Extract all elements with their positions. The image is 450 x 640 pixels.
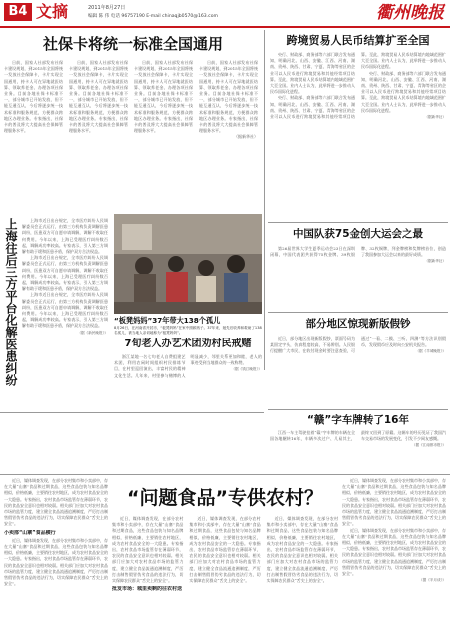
divider — [0, 474, 450, 475]
article-china-games — [268, 226, 448, 311]
headline: 中国队获75金创大运会之最 — [292, 228, 424, 240]
article-counterfeit — [268, 316, 448, 408]
section-name: 文摘 — [36, 2, 69, 21]
article-shanghai-health — [0, 214, 110, 409]
headline: 7旬老人办艺术团劝村民戒赌 — [124, 338, 252, 349]
divider — [268, 312, 448, 313]
newspaper-name: 衢州晚报 — [376, 3, 444, 23]
headline: 社保卡将统一标准全国通用 — [42, 35, 223, 53]
headline: “赣”字车牌转了16年 — [307, 414, 409, 426]
edition-line: 编辑 陈 伟 电话 96757190 E-mail chinaqjb0570@163.com — [88, 14, 218, 19]
article-body: 第26届世界大学生夏季运动会23日在深圳闭幕，中国代表团共获得75枚金牌、39枚银牌、32枚铜牌，列金牌榜和奖牌榜首位，创造了我国参加大运会以来的最好成绩。 （据新华社） — [270, 246, 446, 264]
headline-vertical: 上海往后三方平台化解医患纠纷 — [4, 218, 18, 386]
article-license-plate — [268, 412, 448, 472]
article-body-middle: 近日，媒体调查发现，在部分农村集市和小卖部中，存在大量“山寨”食品和过期食品，这些食品包装与知名品牌相似，价格低廉，主要销往农村地区，成为农村食品安全的一大隐患。专家指出，农村食品市场监管存在薄弱环节，农民的食品安全意识也相对较弱。相关部门应加大对农村食品市场的监管力度，建立健全食品流通追溯制度，严厉打击制售假冒伪劣食品的违法行为，切实保障农民群众“舌尖上的安全”。 批发市场：城里卖剩的往农村送 近日，媒体调查发现，在部分农村集市和小卖部中，存在大量“山寨”食品和过期食品，这些食品包装与知名品牌相似，价格低廉，主要销往农村地区，成为农村食品安全的一大隐患。专家指出，农村食品市场监管存在薄弱环节，农民的食品安全意识也相对较弱。相关部门应加大对农村食品市场的监管力度，建立健全食品流通追溯制度，严厉打击制售假冒伪劣食品的违法行为，切实保障农民群众“舌尖上的安全”。 近日，媒体调查发现，在部分农村集市和小卖部中，存在大量“山寨”食品和过期食品，这些食品包装与知名品牌相似，价格低廉，主要销往农村地区，成为农村食品安全的一大隐患。专家指出，农村食品市场监管存在薄弱环节，农民的食品安全意识也相对较弱。相关部门应加大对农村食品市场的监管力度，建立健全食品流通追溯制度，严厉打击制售假冒伪劣食品的违法行为，切实保障农民群众“舌尖上的安全”。 — [112, 516, 338, 593]
photo-caption: 8月26日，在河南省开封市，“板凳妈妈”在家中照顾孩子。37年来，她先后收养和救助了138名孤儿，被当地人亲切地称为“板凳妈妈”。 — [114, 326, 262, 335]
headline: 跨境贸易人民币结算扩至全国 — [286, 34, 430, 47]
article-body: 江西一车主驾驶挂着“赣”字车牌的车辆在全国各地辗转16年，车辆多次过户、几易其主，最终又回到了原籍。这辆车的经历见证了我国汽车交易市场的发展变化，引发不少网友感慨。 （据《江南都市报》） — [270, 430, 446, 448]
headline: 部分地区惊现新版假钞 — [305, 318, 411, 330]
photo-caption-title: “板凳妈妈”37年带大138个孤儿 — [114, 316, 221, 325]
headline: “问题食品”专供农村？ — [127, 487, 323, 509]
divider — [268, 222, 448, 223]
article-body: 央行、财政部、商务部等六部门联合发布通知，明确河北、山西、安徽、江西、河南、湖南、贵州、陕西、甘肃、宁夏、青海等省区的企业可以人民币进行跨境贸易和其他经常项目结算。至此，跨境贸易人民币结算境内地域范围扩大至全国。业内人士认为，此举将进一步推动人民币国际化进程。 央行、财政部、商务部等六部门联合发布通知，明确河北、山西、安徽、江西、河南、湖南、贵州、陕西、甘肃、宁夏、青海等省区的企业可以人民币进行跨境贸易和其他经常项目结算。至此，跨境贸易人民币结算境内地域范围扩大至全国。业内人士认为，此举将进一步推动人民币国际化进程。 央行、财政部、商务部等六部门联合发布通知，明确河北、山西、安徽、江西、河南、湖南、贵州、陕西、甘肃、宁夏、青海等省区的企业可以人民币进行跨境贸易和其他经常项目结算。至此，跨境贸易人民币结算境内地域范围扩大至全国。业内人士认为，此举将进一步推动人民币国际化进程。 （据新华社） — [270, 52, 446, 120]
article-body: 近日，部分地区出现新版假钞，票面号码为某固定字头，仿真程度较高，不易辨别。人民银行提醒广大市民，在收付现金时要注意查验，可通过“一看、二摸、三听、四测”等方法识别假币，发现假币应及时向公安机关报告。 （据《羊城晚报》） — [270, 336, 446, 354]
article-body-right: 近日，媒体调查发现，在部分农村集市和小卖部中，存在大量“山寨”食品和过期食品，这些食品包装与知名品牌相似，价格低廉，主要销往农村地区，成为农村食品安全的一大隐患。专家指出，农村食品市场监管存在薄弱环节，农民的食品安全意识也相对较弱。相关部门应加大对农村食品市场的监管力度，建立健全食品流通追溯制度，严厉打击制售假冒伪劣食品的违法行为，切实保障农民群众“舌尖上的安全”。 近日，媒体调查发现，在部分农村集市和小卖部中，存在大量“山寨”食品和过期食品，这些食品包装与知名品牌相似，价格低廉，主要销往农村地区，成为农村食品安全的一大隐患。专家指出，农村食品市场监管存在薄弱环节，农民的食品安全意识也相对较弱。相关部门应加大对农村食品市场的监管力度，建立健全食品流通追溯制度，严厉打击制售假冒伪劣食品的违法行为，切实保障农民群众“舌尖上的安全”。 （据《半月谈》） — [342, 478, 446, 583]
article-photo-story — [114, 214, 262, 334]
subhead: 批发市场：城里卖剩的往农村送 — [112, 586, 183, 593]
article-art-troupe — [114, 338, 262, 412]
subhead: 小卖部“山寨”食品横行 — [4, 529, 56, 536]
article-body: 上海市近日出台规定，全市医疗纠纷人民调解委员会正式运行，由第三方机构负责调解医患纠纷，医患双方可自愿申请调解，调解不收取任何费用。今年以来，上海已受理医疗纠纷数百起，调解成功率较高。专家表示，引入第三方调解有助于缓和医患矛盾，保护双方合法权益。 上海市近日出台规定，全市医疗纠纷人民调解委员会正式运行，由第三方机构负责调解医患纠纷，医患双方可自愿申请调解，调解不收取任何费用。今年以来，上海已受理医疗纠纷数百起，调解成功率较高。专家表示，引入第三方调解有助于缓和医患矛盾，保护双方合法权益。 上海市近日出台规定，全市医疗纠纷人民调解委员会正式运行，由第三方机构负责调解医患纠纷，医患双方可自愿申请调解，调解不收取任何费用。今年以来，上海已受理医疗纠纷数百起，调解成功率较高。专家表示，引入第三方调解有助于缓和医患矛盾，保护双方合法权益。 （据《新民晚报》） — [22, 218, 108, 335]
issue-date: 2011年8月27日 — [88, 5, 126, 11]
article-body-left: 近日，媒体调查发现，在部分农村集市和小卖部中，存在大量“山寨”食品和过期食品，这些食品包装与知名品牌相似，价格低廉，主要销往农村地区，成为农村食品安全的一大隐患。专家指出，农村食品市场监管存在薄弱环节，农民的食品安全意识也相对较弱。相关部门应加大对农村食品市场的监管力度，建立健全食品流通追溯制度，严厉打击制售假冒伪劣食品的违法行为，切实保障农民群众“舌尖上的安全”。 小卖部“山寨”食品横行 近日，媒体调查发现，在部分农村集市和小卖部中，存在大量“山寨”食品和过期食品，这些食品包装与知名品牌相似，价格低廉，主要销往农村地区，成为农村食品安全的一大隐患。专家指出，农村食品市场监管存在薄弱环节，农民的食品安全意识也相对较弱。相关部门应加大对农村食品市场的监管力度，建立健全食品流通追溯制度，严厉打击制售假冒伪劣食品的违法行为，切实保障农民群众“舌尖上的安全”。 — [4, 478, 108, 587]
article-problem-food — [0, 476, 450, 640]
article-body: 日前，国家人社部发布社保卡建设规划，到2015年全国将统一发放社会保障卡，卡片实现全国通用，持卡人可在异地就医结算、领取养老金、办理各项社保业务。目前各地社保卡标准不一，部分城市已开始发放，但不能互通互认，今后将逐步统一技术标准和服务规范，方便群众跨地区办理业务。专家指出，社保卡的普及将大大提高社会保障管理服务水平。 日前，国家人社部发布社保卡建设规划，到2015年全国将统一发放社会保障卡，卡片实现全国通用，持卡人可在异地就医结算、领取养老金、办理各项社保业务。目前各地社保卡标准不一，部分城市已开始发放，但不能互通互认，今后将逐步统一技术标准和服务规范，方便群众跨地区办理业务。专家指出，社保卡的普及将大大提高社会保障管理服务水平。 日前，国家人社部发布社保卡建设规划，到2015年全国将统一发放社会保障卡，卡片实现全国通用，持卡人可在异地就医结算、领取养老金、办理各项社保业务。目前各地社保卡标准不一，部分城市已开始发放，但不能互通互认，今后将逐步统一技术标准和服务规范，方便群众跨地区办理业务。专家指出，社保卡的普及将大大提高社会保障管理服务水平。 日前，国家人社部发布社保卡建设规划，到2015年全国将统一发放社会保障卡，卡片实现全国通用，持卡人可在异地就医结算、领取养老金、办理各项社保业务。目前各地社保卡标准不一，部分城市已开始发放，但不能互通互认，今后将逐步统一技术标准和服务规范，方便群众跨地区办理业务。专家指出，社保卡的普及将大大提高社会保障管理服务水平。 （据新华社） — [4, 60, 258, 140]
article-cross-border-rmb — [268, 30, 448, 220]
divider — [264, 30, 265, 370]
divider — [0, 412, 264, 413]
masthead — [0, 0, 450, 28]
page-number-badge: B4 — [4, 3, 32, 21]
news-photo — [114, 214, 262, 314]
divider — [268, 409, 448, 410]
article-body: 浙江某地一名七旬老人自费组建艺术团，利用农闲时间组织村民排练节目，在村里巡回演出，丰富村民的精神文化生活。几年来，村里参与赌博的人明显减少，邻里关系更加和睦，老人的事迹受到当地群众的一致称赞。 （据《钱江晚报》） — [114, 354, 262, 378]
article-social-security — [0, 30, 262, 210]
